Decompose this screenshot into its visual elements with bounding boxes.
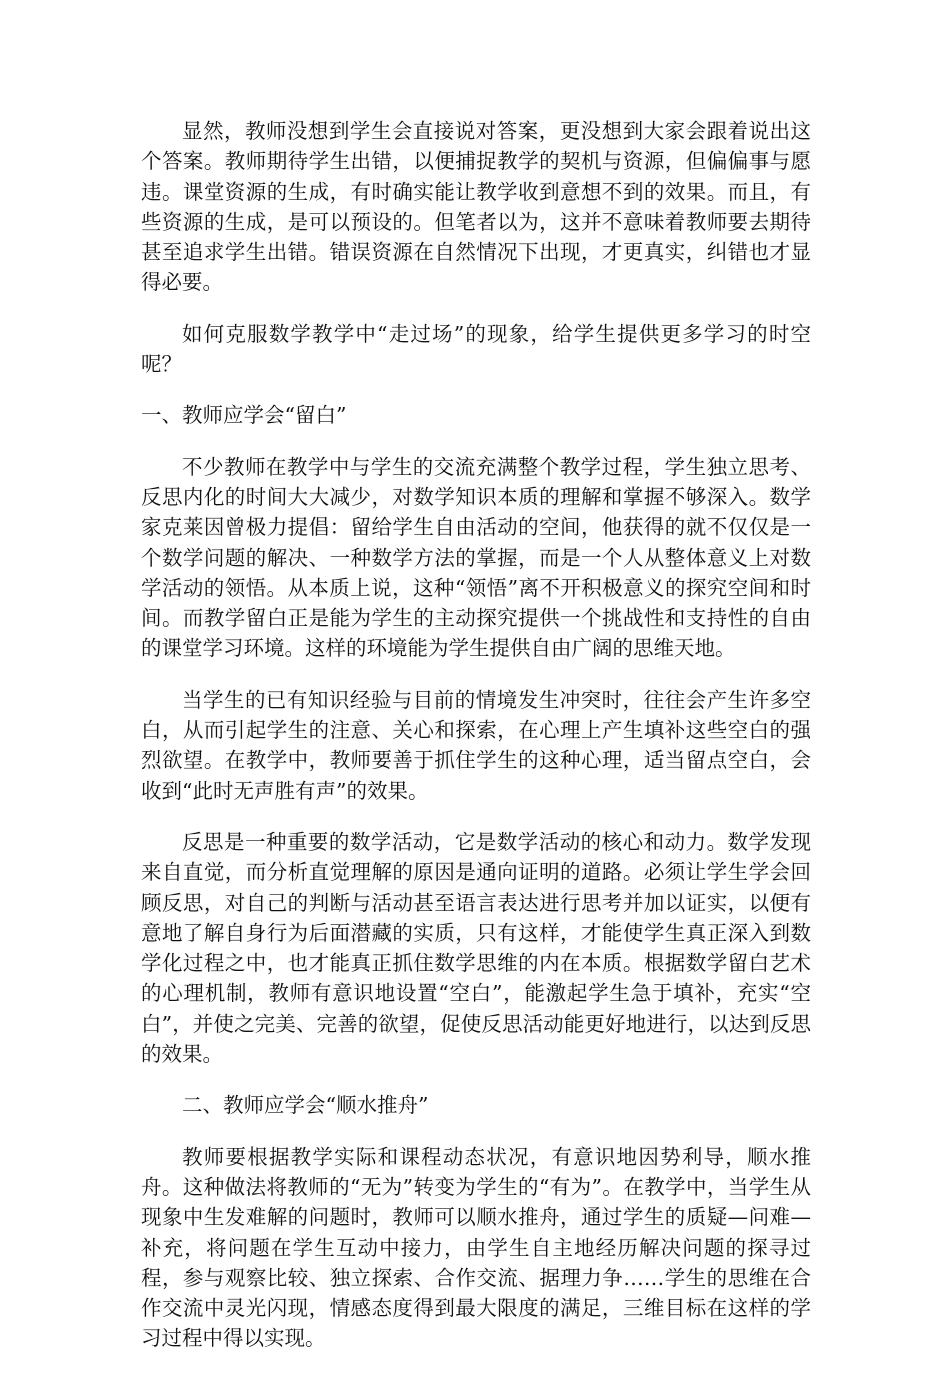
paragraph: 教师要根据教学实际和课程动态状况，有意识地因势利导，顺水推舟。这种做法将教师的“无为”转变为学生的“有为”。在教学中，当学生从现象中生发难解的问题时，教师可以顺水推舟，通过学生的质疑—问难—补充，将问题在学生互动中接力，由学生自主地经历解决问题的探寻过程，参与观察比较、独立探索、合作交流、据理力争……学生的思维在合作交流中灵光闪现，情感态度得到最大限度的满足，三维目标在这样的学习过程中得以实现。 xyxy=(141,1144,811,1351)
paragraph: 反思是一种重要的数学活动，它是数学活动的核心和动力。数学发现来自直觉，而分析直觉理解的原因是通向证明的道路。必须让学生学会回顾反思，对自己的判断与活动甚至语言表达进行思考并加以证实，以便有意地了解自身行为后面潜藏的实质，只有这样，才能使学生真正深入到数学化过程之中，也才能真正抓住数学思维的内在本质。根据数学留白艺术的心理机制，教师有意识地设置“空白”，能激起学生急于填补，充实“空白”，并使之完美、完善的欲望，促使反思活动能更好地进行，以达到反思的效果。 xyxy=(141,829,811,1067)
section-heading: 一、教师应学会“留白” xyxy=(141,403,347,428)
section-heading: 二、教师应学会“顺水推舟” xyxy=(182,1093,429,1118)
paragraph: 当学生的已有知识经验与目前的情境发生冲突时，往往会产生许多空白，从而引起学生的注意、关心和探索，在心理上产生填补这些空白的强烈欲望。在教学中，教师要善于抓住学生的这种心理，适当留点空白，会收到“此时无声胜有声”的效果。 xyxy=(141,687,811,803)
document-body xyxy=(141,116,811,1375)
paragraph: 不少教师在教学中与学生的交流充满整个教学过程，学生独立思考、反思内化的时间大大减少，对数学知识本质的理解和掌握不够深入。数学家克莱因曾极力提倡：留给学生自由活动的空间，他获得的就不仅仅是一个数学问题的解决、一种数学方法的掌握，而是一个人从整体意义上对数学活动的领悟。从本质上说，这种“领悟”离不开积极意义的探究空间和时间。而教学留白正是能为学生的主动探究提供一个挑战性和支持性的自由的课堂学习环境。这样的环境能为学生提供自由广阔的思维天地。 xyxy=(141,454,811,661)
paragraph: 显然，教师没想到学生会直接说对答案，更没想到大家会跟着说出这个答案。教师期待学生出错，以便捕捉教学的契机与资源，但偏偏事与愿违。课堂资源的生成，有时确实能让教学收到意想不到的效果。而且，有些资源的生成，是可以预设的。但笔者以为，这并不意味着教师要去期待甚至追求学生出错。错误资源在自然情况下出现，才更真实，纠错也才显得必要。 xyxy=(141,119,811,295)
paragraph: 如何克服数学教学中“走过场”的现象，给学生提供更多学习的时空呢？ xyxy=(141,321,811,377)
